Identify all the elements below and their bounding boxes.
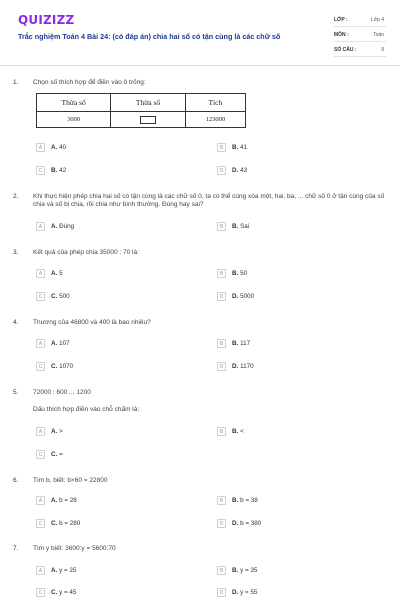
question-number: 2. (13, 193, 19, 200)
option-value: 5 (59, 270, 63, 277)
table-header: Thừa số (111, 94, 185, 112)
question-text: 72000 : 600 ... 1200 (33, 389, 91, 396)
option-value: b = 280 (59, 520, 81, 527)
question-text: Thương của 46800 và 400 là bao nhiêu? (33, 319, 151, 326)
option-letter: A (36, 269, 45, 278)
option-letter: D (217, 166, 226, 175)
option-d[interactable]: D D. b = 380 (217, 519, 367, 530)
option-c[interactable]: C C. y = 45 (36, 588, 186, 599)
option-c[interactable]: C C. 500 (36, 292, 186, 303)
option-b[interactable]: B B. b = 38 (217, 496, 367, 507)
option-letter: C (36, 450, 45, 459)
page-header (0, 0, 400, 66)
question-text: Khi thực hiện phép chia hai số có tận cùng là các chữ số 0, ta có thể cùng xóa một, hai, ba, ... chữ số 0 ở tận cùng của số chia và số bị chia, rồi chia như bình thường. Đúng hay sai? (33, 193, 385, 208)
option-value: 43 (240, 167, 248, 174)
option-letter: C (36, 519, 45, 528)
option-value: 500 (59, 293, 70, 300)
option-d[interactable]: D D. 43 (217, 166, 367, 177)
option-letter: B (217, 496, 226, 505)
option-letter: D (217, 588, 226, 597)
option-letter: C (36, 292, 45, 301)
option-letter: A (36, 496, 45, 505)
meta-count (334, 44, 386, 57)
option-letter: C (36, 166, 45, 175)
option-a[interactable]: A A. 5 (36, 269, 186, 280)
option-b[interactable]: B B. y = 35 (217, 566, 367, 577)
option-value: 42 (59, 167, 67, 174)
option-letter: B (217, 566, 226, 575)
option-letter: B (217, 143, 226, 152)
option-value: 1170 (240, 363, 254, 370)
option-letter: A (36, 222, 45, 231)
option-value: 41 (240, 144, 248, 151)
option-letter: D (217, 519, 226, 528)
option-a[interactable]: A A. Đúng (36, 222, 186, 233)
option-value: 50 (240, 270, 248, 277)
table-cell: 123000 (185, 112, 245, 128)
question-number: 1. (13, 79, 19, 86)
option-letter: C (36, 588, 45, 597)
meta-grade (334, 14, 386, 27)
option-d[interactable]: D D. y = 55 (217, 588, 367, 599)
table-cell: 3000 (37, 112, 111, 128)
option-letter: A (36, 566, 45, 575)
meta-grade-value: Lớp 4 (370, 17, 384, 23)
option-letter: B (217, 222, 226, 231)
option-value: < (240, 428, 244, 435)
option-letter: B (217, 339, 226, 348)
option-letter: B (217, 427, 226, 436)
blank-cell[interactable] (111, 112, 185, 128)
blank-box[interactable] (140, 116, 156, 124)
option-value: 107 (59, 340, 70, 347)
option-c[interactable]: C C. = (36, 450, 186, 461)
option-value: 1070 (59, 363, 74, 370)
option-d[interactable]: D D. 1170 (217, 362, 367, 373)
question-subtext: Dấu thích hợp điền vào chỗ chấm là: (33, 406, 140, 413)
option-value: b = 38 (240, 497, 258, 504)
option-b[interactable]: B B. 50 (217, 269, 367, 280)
option-letter: A (36, 339, 45, 348)
option-letter: D (217, 292, 226, 301)
question-number: 4. (13, 319, 19, 326)
option-b[interactable]: B B. 117 (217, 339, 367, 350)
option-value: = (59, 451, 63, 458)
option-d[interactable]: D D. 5000 (217, 292, 367, 303)
option-a[interactable]: A A. > (36, 427, 186, 438)
table-header: Tích (185, 94, 245, 112)
question-number: 5. (13, 389, 19, 396)
question-text: Chọn số thích hợp để điền vào ô trống: (33, 79, 146, 86)
option-value: 117 (240, 340, 251, 347)
quizizz-logo: QUIZIZZ (18, 13, 75, 27)
option-value: y = 35 (240, 567, 258, 574)
meta-subject-key: MÔN : (334, 32, 349, 38)
option-value: 40 (59, 144, 67, 151)
option-value: b = 380 (240, 520, 262, 527)
option-b[interactable]: B B. Sai (217, 222, 367, 233)
option-value: > (59, 428, 63, 435)
question-number: 3. (13, 249, 19, 256)
option-letter: C (36, 362, 45, 371)
option-a[interactable]: A A. b = 28 (36, 496, 186, 507)
option-b[interactable]: B B. 41 (217, 143, 367, 154)
option-value: y = 25 (59, 567, 77, 574)
option-letter: A (36, 143, 45, 152)
meta-grade-key: LỚP : (334, 17, 348, 23)
option-letter: B (217, 269, 226, 278)
option-value: Đúng (59, 223, 75, 230)
document-title: Trắc nghiệm Toán 4 Bài 24: (có đáp án) chia hai số có tận cùng là các chữ số (18, 32, 281, 41)
option-value: Sai (240, 223, 250, 230)
option-a[interactable]: A A. 107 (36, 339, 186, 350)
question-text: Tìm b, biết: b×60 = 22800 (33, 477, 108, 484)
option-letter: A (36, 427, 45, 436)
meta-count-value: 9 (381, 47, 384, 53)
option-c[interactable]: C B. 42 (36, 166, 186, 177)
option-a[interactable]: A A. 40 (36, 143, 186, 154)
option-value: y = 55 (240, 589, 258, 596)
meta-subject (334, 29, 386, 42)
option-letter: D (217, 362, 226, 371)
meta-subject-value: Toán (373, 32, 384, 38)
option-c[interactable]: C C. b = 280 (36, 519, 186, 530)
option-b[interactable]: B B. < (217, 427, 367, 438)
option-value: y = 45 (59, 589, 77, 596)
option-value: b = 28 (59, 497, 77, 504)
table-header: Thừa số (37, 94, 111, 112)
option-value: 5000 (240, 293, 255, 300)
option-c[interactable]: C C. 1070 (36, 362, 186, 373)
question-text: Kết quả của phép chia 35000 : 70 là: (33, 249, 139, 256)
question-number: 6. (13, 477, 19, 484)
meta-count-key: SỐ CÂU : (334, 47, 357, 53)
multiplication-table (36, 93, 246, 128)
option-a[interactable]: A A. y = 25 (36, 566, 186, 577)
question-number: 7. (13, 545, 19, 552)
question-text: Tìm y biết: 3600:y = 5600:70 (33, 545, 116, 552)
